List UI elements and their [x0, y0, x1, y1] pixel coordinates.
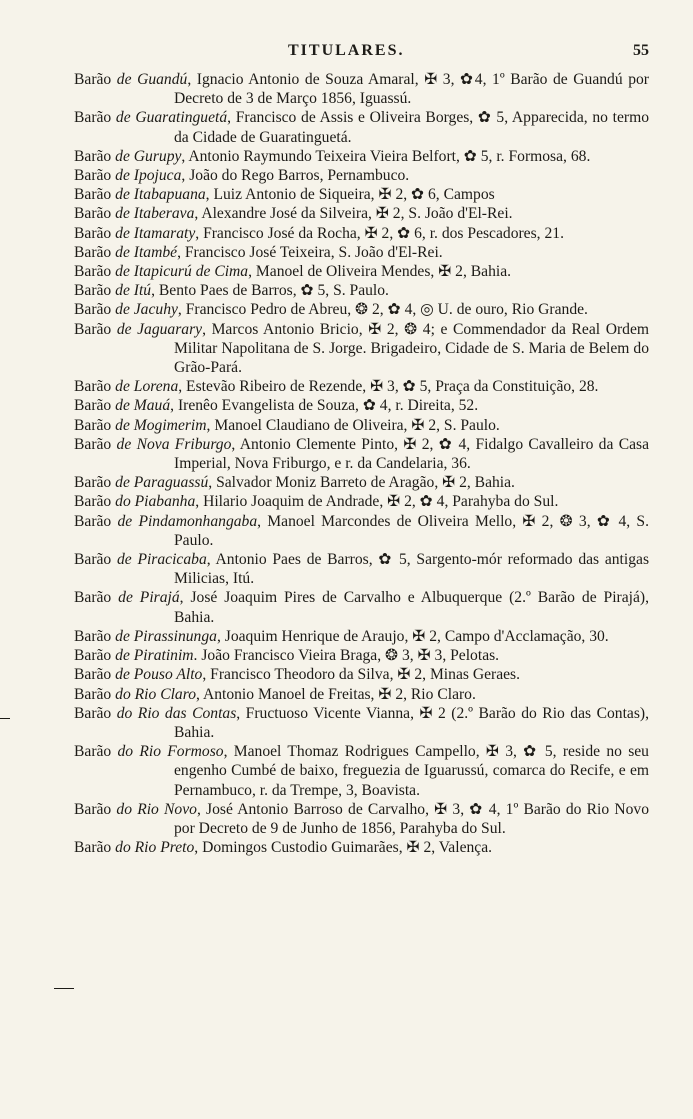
title-entry	[74, 800, 649, 838]
entry-particle: de	[115, 147, 134, 165]
entry-text: , Antonio Clemente Pinto, ✠ 2, ✿ 4, Fidalgo Cavalleiro da Casa Imperial, Nova Friburgo, e r. da Candelaria, 36.	[174, 435, 650, 473]
entry-place: Piracicaba	[137, 551, 207, 569]
entry-title: Barão	[74, 704, 117, 722]
entry-text: , Estevão Ribeiro de Rezende, ✠ 3, ✿ 5, Praça da Constituição, 28.	[178, 378, 599, 396]
entry-particle: de	[115, 243, 134, 261]
entry-text: , Francisco de Assis e Oliveira Borges, ✿ 5, Apparecida, no termo da Cidade de Guaratinguetá.	[174, 109, 649, 146]
entry-title: Barão	[74, 109, 116, 127]
margin-mark	[54, 988, 74, 989]
entry-place: Piabanha	[134, 493, 196, 511]
page-header	[0, 42, 693, 66]
entry-title: Barão	[74, 493, 116, 511]
title-entry	[74, 185, 649, 204]
title-entry	[74, 70, 649, 108]
entry-place: Pirassinunga	[133, 627, 217, 645]
entry-place: Pindamonhangaba	[138, 512, 258, 530]
entry-place: Piratinim	[133, 647, 194, 665]
entry-particle: de	[115, 378, 134, 396]
title-entry	[74, 627, 649, 646]
title-entry	[74, 320, 649, 378]
entry-title: Barão	[74, 282, 116, 300]
entry-text: , Salvador Moniz Barreto de Aragão, ✠ 2, Bahia.	[208, 474, 515, 492]
entry-place: Rio das Contas	[137, 704, 237, 722]
entry-particle: de	[116, 435, 137, 453]
entry-title: Barão	[74, 666, 116, 684]
entry-particle: de	[115, 263, 134, 281]
entry-title: Barão	[74, 186, 116, 204]
title-entry	[74, 243, 649, 262]
entry-text: , Manoel de Oliveira Mendes, ✠ 2, Bahia.	[248, 263, 512, 281]
entry-title: Barão	[74, 320, 117, 338]
title-entry	[74, 588, 649, 626]
entry-title: Barão	[74, 378, 116, 396]
entry-place: Itamaraty	[133, 224, 196, 242]
title-entry	[74, 838, 649, 857]
entry-place: Jaguarary	[137, 320, 203, 338]
entry-place: Pouso Alto	[133, 666, 203, 684]
entry-title: Barão	[74, 685, 116, 703]
entry-particle: de	[115, 282, 134, 300]
entry-title: Barão	[74, 512, 118, 530]
entry-place: Itú	[133, 282, 152, 300]
entry-particle: do	[117, 743, 140, 761]
entry-title: Barão	[74, 243, 116, 261]
running-title: TITULARES.	[288, 42, 405, 59]
entry-particle: de	[115, 301, 134, 319]
entry-particle: de	[116, 71, 138, 88]
entry-text: , Joaquim Henrique de Araujo, ✠ 2, Campo d'Acclamação, 30.	[216, 627, 609, 645]
entry-place: Itapicurú de Cima	[133, 263, 249, 281]
entry-particle: de	[117, 512, 139, 530]
entry-title: Barão	[74, 416, 116, 434]
entry-particle: do	[116, 800, 138, 818]
entry-text: , Manoel Thomaz Rodrigues Campello, ✠ 3, ✿ 5, reside no seu engenho Cumbé de baixo, freguezia de Iguarussú, comarca do Recife, e em Pernambuco, r. da Trempe, 3, Boavista.	[174, 743, 649, 799]
entry-place: Itambé	[133, 243, 178, 261]
title-entry	[74, 492, 649, 511]
entry-place: Jacuhy	[133, 301, 178, 319]
entry-particle: de	[116, 320, 138, 338]
entry-text: , Bento Paes de Barros, ✿ 5, S. Paulo.	[151, 282, 389, 300]
entry-place: Gurupy	[133, 147, 182, 165]
entry-text: , Antonio Paes de Barros, ✿ 5, Sargento-mór reformado das antigas Milicias, Itú.	[174, 551, 650, 588]
entry-title: Barão	[74, 743, 118, 761]
entry-text: , João do Rego Barros, Pernambuco.	[181, 167, 410, 185]
entry-place: Ipojuca	[133, 167, 182, 185]
title-entry	[74, 204, 649, 223]
title-entry	[74, 396, 649, 415]
title-entry	[74, 300, 649, 319]
entry-place: Guaratinguetá	[135, 109, 228, 127]
entry-place: Rio Preto	[134, 839, 195, 857]
entry-title: Barão	[74, 800, 117, 818]
page-number: 55	[633, 42, 649, 59]
entry-text: , Francisco José Teixeira, S. João d'El-Rei.	[177, 243, 443, 261]
title-entry	[74, 377, 649, 396]
entry-text: , Manoel Claudiano de Oliveira, ✠ 2, S. Paulo.	[206, 416, 500, 434]
entry-place: Rio Novo	[137, 800, 197, 818]
title-entry	[74, 665, 649, 684]
entry-text: , Ignacio Antonio de Souza Amaral, ✠ 3, ✿4, 1º Barão de Guandú por Decreto de 3 de Março 1856, Iguassú.	[174, 71, 649, 108]
entry-title: Barão	[74, 301, 116, 319]
entry-title: Barão	[74, 589, 119, 607]
title-entry	[74, 416, 649, 435]
entry-text: , Luiz Antonio de Siqueira, ✠ 2, ✿ 6, Campos	[205, 186, 495, 204]
entry-title: Barão	[74, 627, 116, 645]
entry-title: Barão	[74, 397, 116, 415]
entry-particle: de	[115, 224, 134, 242]
entry-text: , José Antonio Barroso de Carvalho, ✠ 3, ✿ 4, 1º Barão do Rio Novo por Decreto de 9 de Junho de 1856, Parahyba do Sul.	[174, 800, 649, 837]
entry-text: , Domingos Custodio Guimarães, ✠ 2, Valença.	[194, 839, 493, 857]
title-entry	[74, 685, 649, 704]
title-entry	[74, 435, 649, 473]
entry-particle: de	[115, 109, 136, 127]
entry-title: Barão	[74, 224, 116, 242]
entry-title: Barão	[74, 147, 116, 165]
title-entry	[74, 166, 649, 185]
entry-title: Barão	[74, 71, 117, 88]
entry-title: Barão	[74, 167, 116, 185]
entry-particle: de	[115, 186, 134, 204]
entry-text: , Antonio Raymundo Teixeira Vieira Belfort, ✿ 5, r. Formosa, 68.	[181, 147, 591, 165]
entry-place: Itaberava	[133, 205, 195, 223]
entry-particle: de	[115, 666, 134, 684]
entry-particle: do	[116, 704, 138, 722]
entry-text: , Alexandre José da Silveira, ✠ 2, S. João d'El-Rei.	[194, 205, 513, 223]
entry-text: , José Joaquim Pires de Carvalho e Albuquerque (2.º Barão de Pirajá), Bahia.	[174, 589, 649, 626]
entry-particle: do	[115, 685, 135, 703]
entry-particle: de	[115, 647, 134, 665]
title-entry	[74, 550, 649, 588]
entry-place: Rio Formoso	[139, 743, 224, 761]
entry-title: Barão	[74, 263, 116, 281]
entry-particle: de	[116, 551, 138, 569]
entry-place: Guandú	[137, 71, 188, 88]
title-entry	[74, 108, 649, 146]
entry-text: , Hilario Joaquim de Andrade, ✠ 2, ✿ 4, Parahyba do Sul.	[195, 493, 559, 511]
entry-place: Mauá	[133, 397, 171, 415]
title-entry	[74, 646, 649, 665]
entry-place: Rio Claro	[134, 685, 197, 703]
entry-particle: de	[115, 167, 134, 185]
entry-text: , Manoel Marcondes de Oliveira Mello, ✠ 2, ❂ 3, ✿ 4, S. Paulo.	[174, 512, 650, 549]
entry-place: Itabapuana	[133, 186, 206, 204]
entry-particle: de	[115, 627, 134, 645]
entry-text: , Marcos Antonio Bricio, ✠ 2, ❂ 4; e Commendador da Real Ordem Militar Napolitana de S. Jorge. Brigadeiro, Cidade de S. Maria de Belem do Grão-Pará.	[174, 320, 649, 377]
title-entry	[74, 704, 649, 742]
entry-text: , Francisco Pedro de Abreu, ❂ 2, ✿ 4, ◎ U. de ouro, Rio Grande.	[177, 301, 588, 319]
entry-title: Barão	[74, 647, 116, 665]
entry-title: Barão	[74, 551, 117, 569]
entry-text: , Fructuoso Vicente Vianna, ✠ 2 (2.º Barão do Rio das Contas), Bahia.	[174, 704, 649, 741]
entry-particle: de	[115, 205, 134, 223]
entry-place: Lorena	[133, 378, 179, 396]
entry-title: Barão	[74, 839, 116, 857]
entry-title: Barão	[74, 435, 117, 453]
entry-particle: de	[115, 474, 134, 492]
entry-particle: do	[115, 839, 135, 857]
entry-text: , Francisco Theodoro da Silva, ✠ 2, Minas Geraes.	[202, 666, 521, 684]
title-entry	[74, 512, 649, 550]
margin-mark	[0, 718, 10, 719]
entry-text: . João Francisco Vieira Braga, ❂ 3, ✠ 3, Pelotas.	[193, 647, 500, 665]
entry-title: Barão	[74, 474, 116, 492]
entry-particle: do	[115, 493, 135, 511]
title-entry	[74, 262, 649, 281]
title-entry	[74, 473, 649, 492]
entry-place: Pirajá	[139, 589, 180, 607]
entry-text: , Irenêo Evangelista de Souza, ✿ 4, r. Direita, 52.	[170, 397, 479, 415]
entry-text: , Antonio Manoel de Freitas, ✠ 2, Rio Claro.	[196, 685, 476, 703]
entry-title: Barão	[74, 205, 116, 223]
entry-particle: de	[118, 589, 140, 607]
entry-particle: de	[115, 416, 134, 434]
entry-place: Mogimerim	[133, 416, 207, 434]
title-entry	[74, 147, 649, 166]
entry-list	[74, 70, 649, 857]
entry-particle: de	[115, 397, 134, 415]
title-entry	[74, 281, 649, 300]
title-entry	[74, 224, 649, 243]
entry-place: Nova Friburgo	[136, 435, 232, 453]
entry-place: Paraguassú	[133, 474, 209, 492]
entry-text: , Francisco José da Rocha, ✠ 2, ✿ 6, r. dos Pescadores, 21.	[195, 224, 564, 242]
title-entry	[74, 742, 649, 800]
